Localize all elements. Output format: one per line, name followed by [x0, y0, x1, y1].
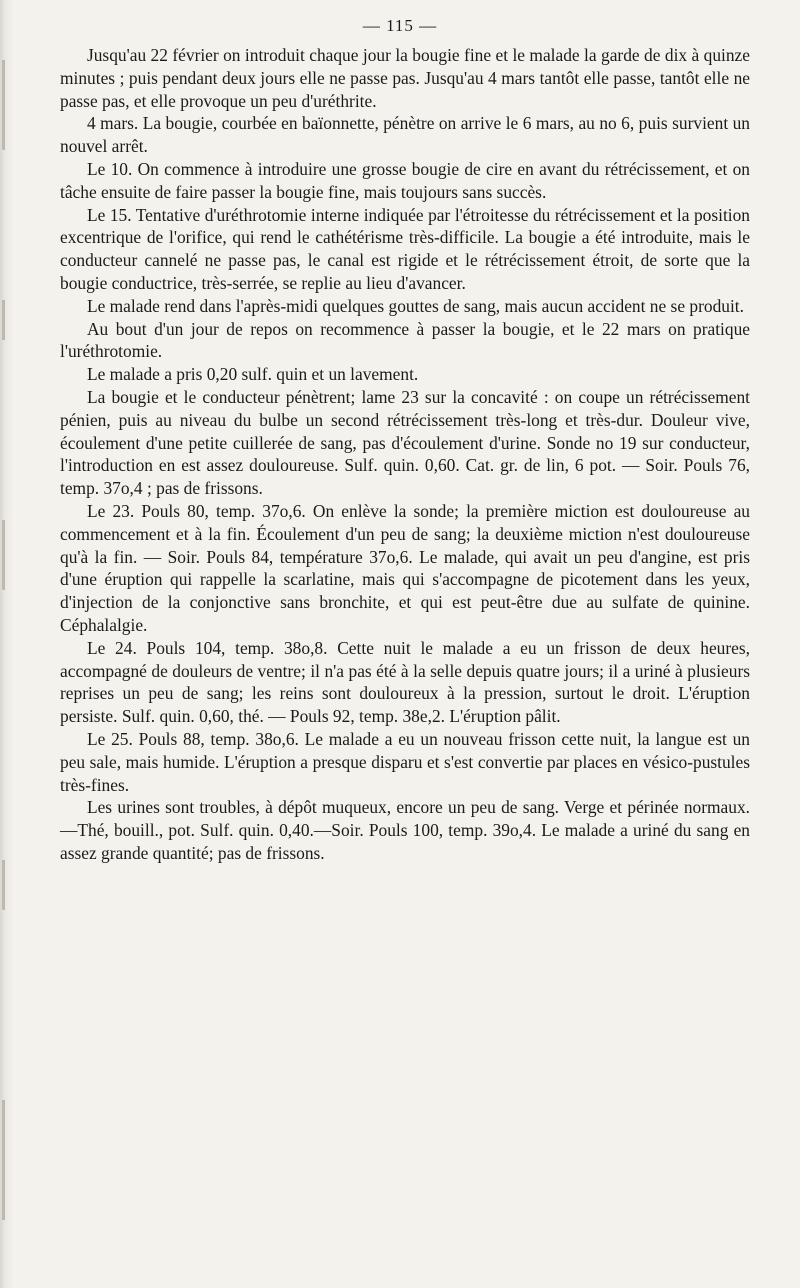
edge-shadow	[2, 60, 5, 150]
edge-shadow	[2, 300, 5, 340]
body-text	[60, 44, 750, 865]
paragraph: Jusqu'au 22 février on introduit chaque jour la bougie fine et le malade la garde de dix à quinze minutes ; puis pendant deux jours elle ne passe pas. Jusqu'au 4 mars tantôt elle passe, tantôt elle ne passe pas, et elle provoque un peu d'uréthrite.	[60, 45, 750, 111]
paragraph: Le 23. Pouls 80, temp. 37o,6. On enlève la sonde; la première miction est douloureuse au commencement et à la fin. Écoulement d'un peu de sang; la deuxième miction n'est douloureuse qu'à la fin. — Soir. Pouls 84, température 37o,6. Le malade, qui avait un peu d'angine, est pris d'une éruption qui rappelle la scarlatine, mais qui s'accompagne de picotement dans les yeux, d'injection de la conjonctive sans bronchite, et qui est peut-être due au sulfate de quinine. Céphalalgie.	[60, 500, 750, 635]
paragraph: Le 15. Tentative d'uréthrotomie interne indiquée par l'étroitesse du rétrécissement et la position excentrique de l'orifice, qui rend le cathétérisme très-difficile. La bougie a été introduite, mais le conducteur cannelé ne passe pas, le canal est rigide et le rétrécissement étroit, de sorte que la bougie conductrice, très-serrée, se replie au lieu d'avancer.	[60, 204, 750, 293]
paragraph: 4 mars. La bougie, courbée en baïonnette, pénètre on arrive le 6 mars, au no 6, puis survient un nouvel arrêt.	[60, 113, 750, 157]
page-number-header: — 115 —	[362, 16, 438, 35]
paragraph: Le malade a pris 0,20 sulf. quin et un lavement.	[86, 364, 419, 385]
page-binding-edge	[0, 0, 14, 1288]
paragraph: Le 25. Pouls 88, temp. 38o,6. Le malade a eu un nouveau frisson cette nuit, la langue est un peu sale, mais humide. L'éruption a presque disparu et s'est convertie par places en vésico-pustules très-fines.	[60, 728, 750, 795]
paragraph: Les urines sont troubles, à dépôt muqueux, encore un peu de sang. Verge et périnée normaux.—Thé, bouill., pot. Sulf. quin. 0,40.—Soir. Pouls 100, temp. 39o,4. Le malade a uriné du sang en assez grande quantité; pas de frissons.	[60, 797, 750, 863]
edge-shadow	[2, 520, 5, 590]
paragraph: Le 10. On commence à introduire une grosse bougie de cire en avant du rétrécissement, et on tâche ensuite de faire passer la bougie fine, mais toujours sans succès.	[60, 158, 750, 202]
paragraph: Le malade rend dans l'après-midi quelques gouttes de sang, mais aucun accident ne se produit.	[86, 295, 744, 316]
edge-shadow	[2, 860, 5, 910]
paragraph: La bougie et le conducteur pénètrent; lame 23 sur la concavité : on coupe un rétrécissement pénien, puis au niveau du bulbe un second rétrécissement très-long et très-dur. Douleur vive, écoulement d'une petite cuillerée de sang, pas d'écoulement d'urine. Sonde no 19 sur conducteur, l'introduction en est assez douloureuse. Sulf. quin. 0,60. Cat. gr. de lin, 6 pot. — Soir. Pouls 76, temp. 37o,4 ; pas de frissons.	[60, 386, 750, 499]
paragraph: Au bout d'un jour de repos on recommence à passer la bougie, et le 22 mars on pratique l'uréthrotomie.	[60, 318, 750, 362]
edge-shadow	[2, 1100, 5, 1220]
paragraph: Le 24. Pouls 104, temp. 38o,8. Cette nuit le malade a eu un frisson de deux heures, accompagné de douleurs de ventre; il n'a pas été à la selle depuis quatre jours; il a uriné à plusieurs reprises un peu de sang; les reins sont douloureux à la pression, surtout le droit. L'éruption persiste. Sulf. quin. 0,60, thé. — Pouls 92, temp. 38e,2. L'éruption pâlit.	[60, 637, 750, 727]
